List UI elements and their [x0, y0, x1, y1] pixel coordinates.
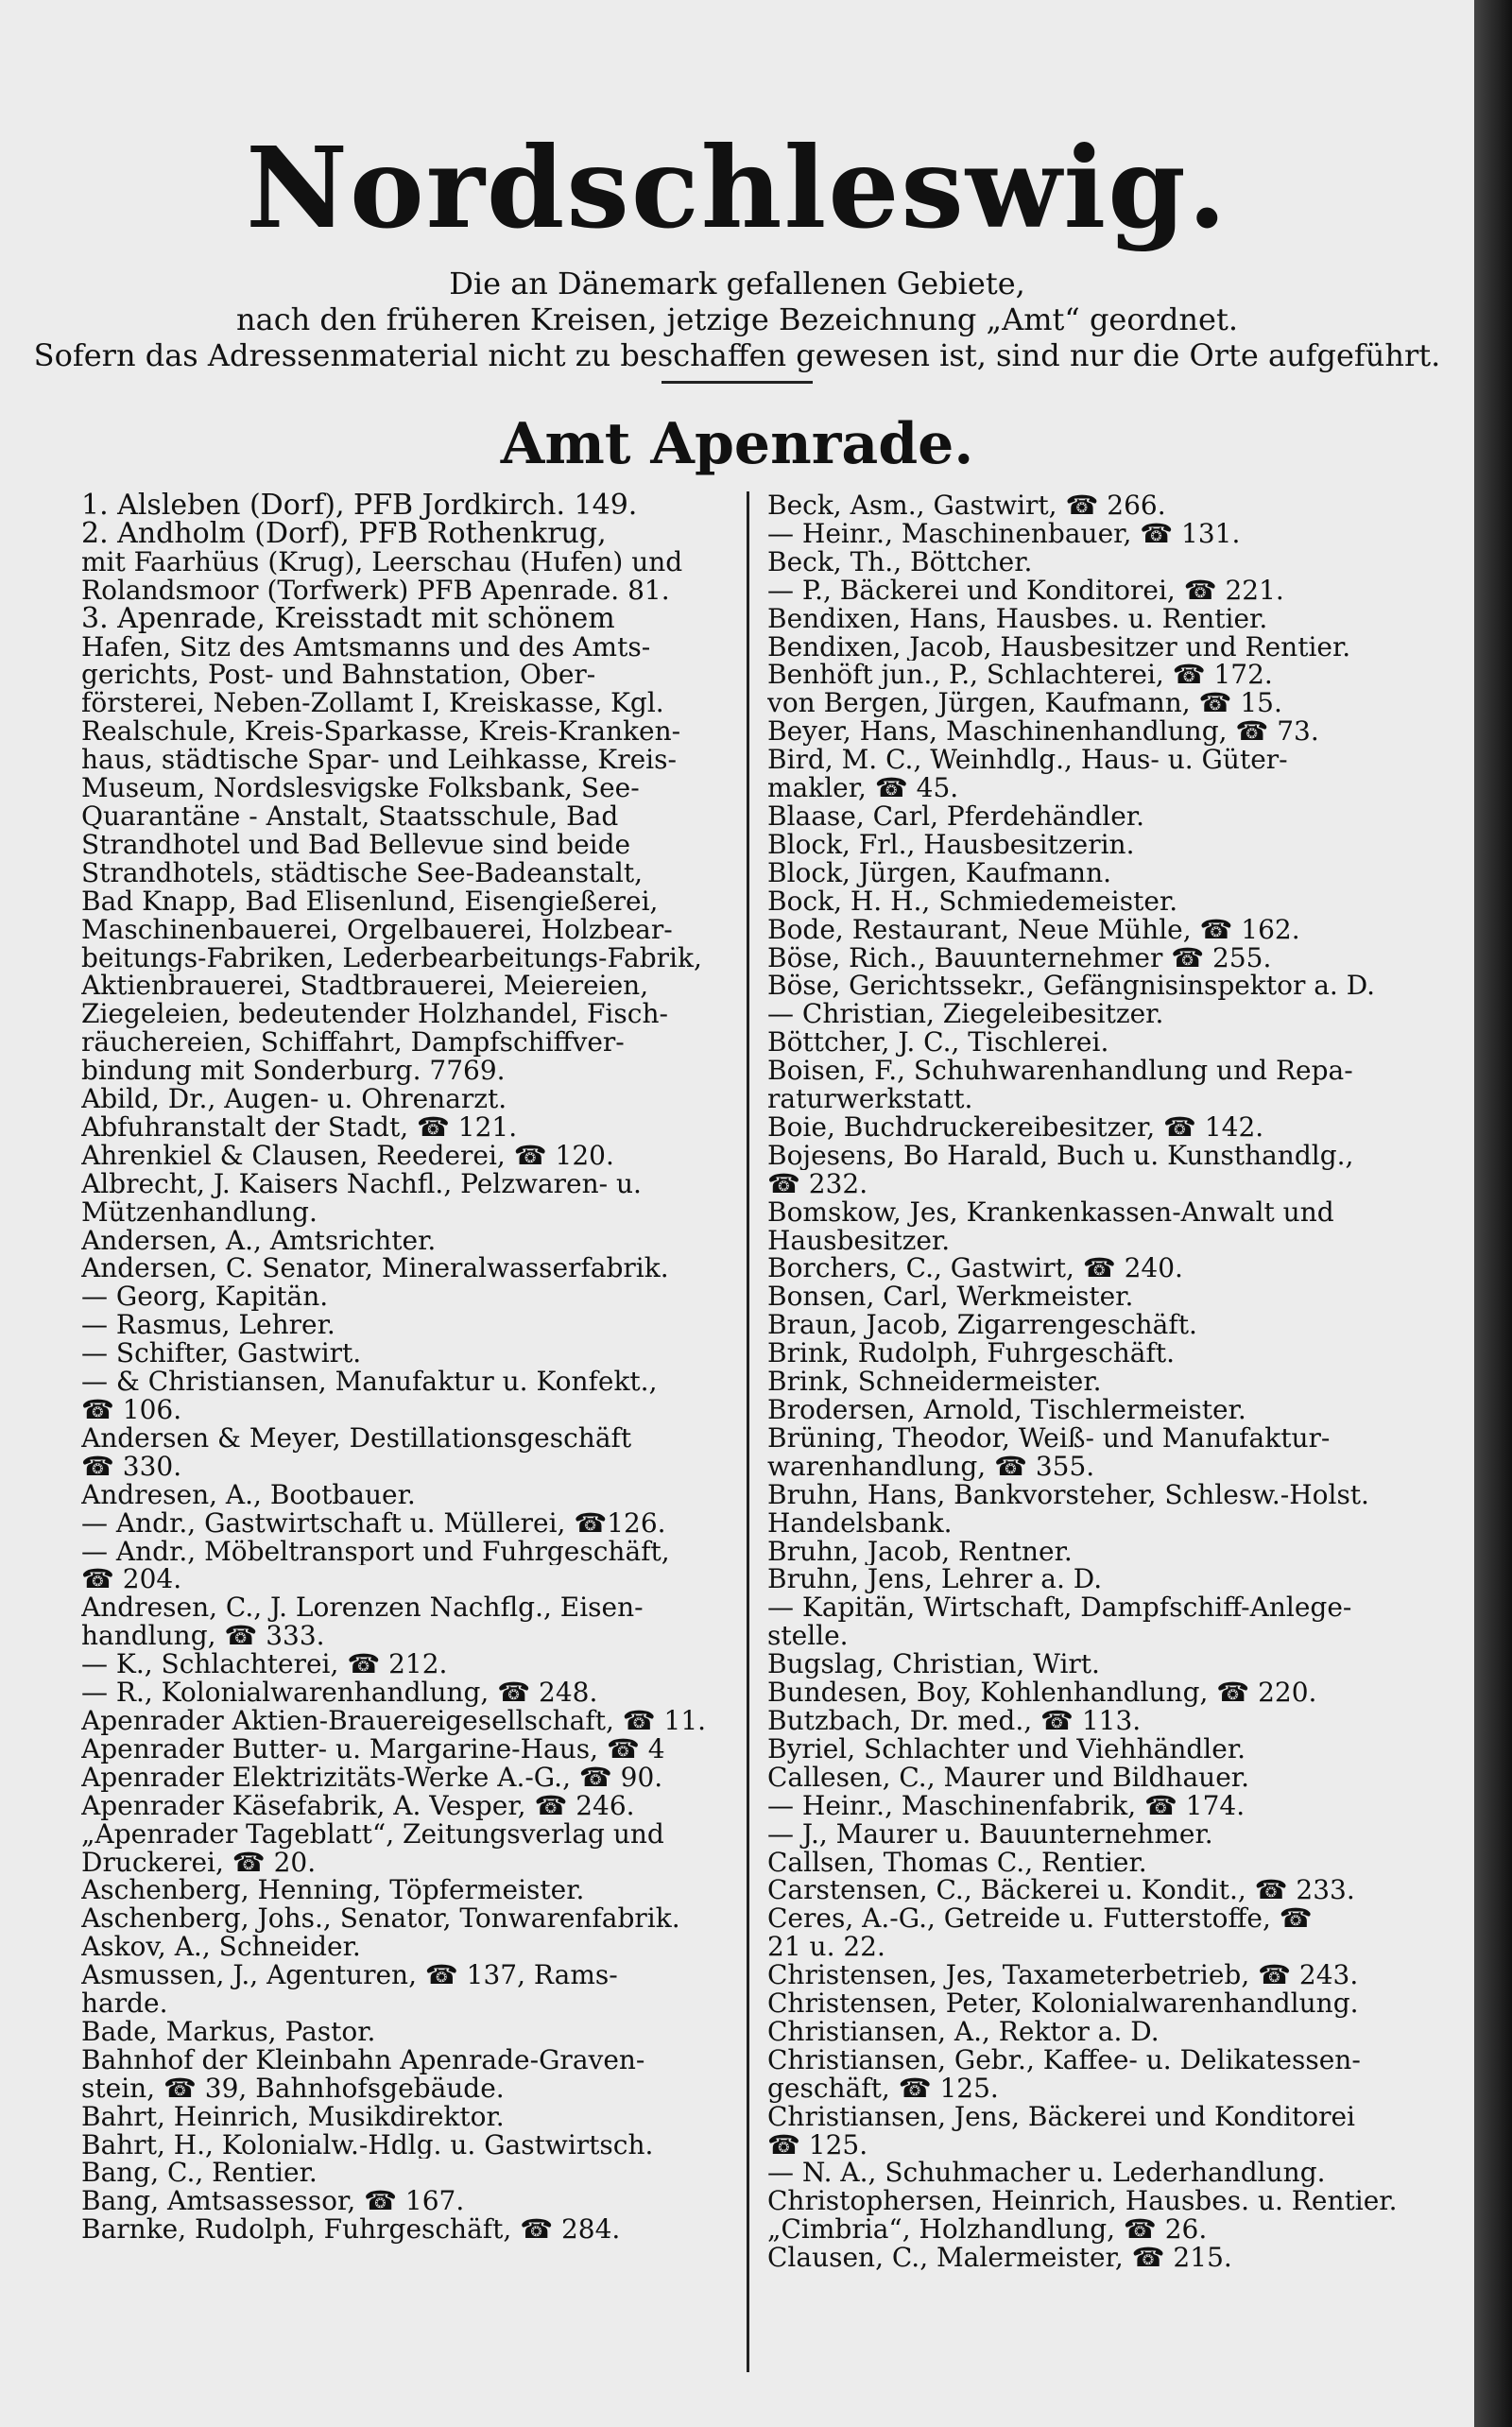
- entry-line: bindung mit Sonderburg. 7769.: [81, 1057, 506, 1086]
- entry-line: — J., Maurer u. Bauunternehmer.: [767, 1819, 1213, 1849]
- entry-line: Apenrader Elektrizitäts-Werke A.-G., ☎ 90.: [81, 1763, 663, 1792]
- entry-line: ☎ 330.: [81, 1452, 182, 1481]
- entry-line: Brink, Schneidermeister.: [767, 1368, 1102, 1396]
- entry-line: Druckerei, ☎ 20.: [81, 1848, 317, 1877]
- page-title: Nordschleswig.: [246, 122, 1228, 253]
- left-column: [81, 491, 720, 2244]
- entry-line: Block, Frl., Hausbesitzerin.: [767, 830, 1135, 859]
- entry-line: Carstensen, C., Bäckerei u. Kondit., ☎ 233.: [767, 1876, 1355, 1905]
- entry-line: Realschule, Kreis-Sparkasse, Kreis-Kranken-: [81, 717, 681, 747]
- entry-line: Bomskow, Jes, Krankenkassen-Anwalt und: [767, 1197, 1334, 1227]
- entry-line: Hausbesitzer.: [767, 1226, 951, 1255]
- entry-line: handlung, ☎ 333.: [81, 1622, 325, 1651]
- entry-line: Brodersen, Arnold, Tischlermeister.: [767, 1396, 1246, 1424]
- entry-line: Aschenberg, Henning, Töpfermeister.: [81, 1876, 585, 1905]
- entry-line: Strandhotels, städtische See-Badeanstalt,: [81, 858, 644, 887]
- entry-line: Christiansen, Gebr., Kaffee- u. Delikatessen-: [767, 2045, 1361, 2074]
- entry-line: 21 u. 22.: [767, 1933, 885, 1962]
- entry-line: Aktienbrauerei, Stadtbrauerei, Meiereien,: [81, 972, 649, 1001]
- entry-line: Brüning, Theodor, Weiß- und Manufaktur-: [767, 1423, 1331, 1453]
- entry-line: Bang, C., Rentier.: [81, 2159, 318, 2188]
- entry-line: Callsen, Thomas C., Rentier.: [767, 1848, 1147, 1877]
- entry-line: stelle.: [767, 1622, 849, 1651]
- entry-line: Block, Jürgen, Kaufmann.: [767, 858, 1112, 887]
- entry-line: Clausen, C., Malermeister, ☎ 215.: [767, 2244, 1232, 2273]
- entry-line: Beck, Th., Böttcher.: [767, 547, 1033, 577]
- entry-line: Rolandsmoor (Torfwerk) PFB Apenrade. 81.: [81, 576, 670, 605]
- entry-line: — Heinr., Maschinenbauer, ☎ 131.: [767, 519, 1241, 548]
- entry-line: Andersen & Meyer, Destillationsgeschäft: [81, 1423, 632, 1453]
- entry-line: Bahrt, H., Kolonialw.-Hdlg. u. Gastwirtsch.: [81, 2130, 654, 2160]
- page-edge-shadow: [1474, 0, 1512, 2427]
- entry-line: — Andr., Gastwirtschaft u. Müllerei, ☎126.: [81, 1508, 666, 1538]
- entry-line: Albrecht, J. Kaisers Nachfl., Pelzwaren- u.: [81, 1169, 642, 1198]
- entry-line: Andersen, C. Senator, Mineralwasserfabrik.: [81, 1254, 669, 1283]
- entry-line: Bang, Amtsassessor, ☎ 167.: [81, 2187, 465, 2216]
- entry-line: Callesen, C., Maurer und Bildhauer.: [767, 1763, 1249, 1792]
- subtitle-line-3: Sofern das Adressenmaterial nicht zu beschaffen gewesen ist, sind nur die Orte aufgeführt.: [33, 337, 1441, 373]
- entry-line: Boisen, F., Schuhwarenhandlung und Repa-: [767, 1057, 1353, 1086]
- entry-line: Handelsbank.: [767, 1508, 953, 1538]
- entry-line: Mützenhandlung.: [81, 1197, 318, 1227]
- entry-line: 3. Apenrade, Kreisstadt mit schönem: [81, 604, 615, 633]
- entry-line: Bugslag, Christian, Wirt.: [767, 1650, 1100, 1679]
- entry-line: försterei, Neben-Zollamt I, Kreiskasse, Kgl.: [81, 689, 664, 718]
- entry-line: Ceres, A.-G., Getreide u. Futterstoffe, ☎: [767, 1904, 1313, 1934]
- entry-line: makler, ☎ 45.: [767, 774, 959, 802]
- entry-line: Maschinenbauerei, Orgelbauerei, Holzbear-: [81, 915, 673, 944]
- entry-line: Askov, A., Schneider.: [81, 1933, 361, 1962]
- entry-line: Bock, H. H., Schmiedemeister.: [767, 886, 1178, 916]
- right-column: [767, 491, 1444, 2272]
- subtitle-line-1: Die an Dänemark gefallenen Gebiete,: [449, 266, 1025, 301]
- entry-line: — Heinr., Maschinenfabrik, ☎ 174.: [767, 1791, 1246, 1820]
- entry-line: Bruhn, Hans, Bankvorsteher, Schlesw.-Holst.: [767, 1480, 1369, 1509]
- entry-line: Strandhotel und Bad Bellevue sind beide: [81, 830, 631, 859]
- entry-line: Benhöft jun., P., Schlachterei, ☎ 172.: [767, 661, 1273, 690]
- entry-line: Bojesens, Bo Harald, Buch u. Kunsthandlg.,: [767, 1141, 1354, 1170]
- entry-line: Bahnhof der Kleinbahn Apenrade-Graven-: [81, 2045, 645, 2074]
- entry-line: „Apenrader Tageblatt“, Zeitungsverlag und: [81, 1819, 664, 1849]
- entry-line: Abfuhranstalt der Stadt, ☎ 121.: [81, 1112, 518, 1142]
- entry-line: Andresen, C., J. Lorenzen Nachflg., Eisen-: [81, 1593, 644, 1623]
- entry-line: Bahrt, Heinrich, Musikdirektor.: [81, 2102, 505, 2131]
- entry-line: Christophersen, Heinrich, Hausbes. u. Rentier.: [767, 2187, 1398, 2216]
- title-divider: [662, 381, 813, 384]
- entry-line: — N. A., Schuhmacher u. Lederhandlung.: [767, 2159, 1326, 2188]
- entry-line: — R., Kolonialwarenhandlung, ☎ 248.: [81, 1678, 598, 1707]
- entry-line: — Kapitän, Wirtschaft, Dampfschiff-Anlege-: [767, 1593, 1352, 1623]
- entry-line: — Rasmus, Lehrer.: [81, 1311, 335, 1340]
- entry-line: Böse, Rich., Bauunternehmer ☎ 255.: [767, 943, 1272, 973]
- entry-line: Beyer, Hans, Maschinenhandlung, ☎ 73.: [767, 717, 1319, 747]
- entry-line: Apenrader Aktien-Brauereigesellschaft, ☎ 11.: [81, 1706, 707, 1735]
- entry-line: Christensen, Jes, Taxameterbetrieb, ☎ 243.: [767, 1961, 1359, 1990]
- entry-line: Andresen, A., Bootbauer.: [81, 1480, 416, 1509]
- entry-line: Andersen, A., Amtsrichter.: [81, 1226, 437, 1255]
- entry-line: Apenrader Butter- u. Margarine-Haus, ☎ 4: [81, 1734, 665, 1764]
- entry-line: von Bergen, Jürgen, Kaufmann, ☎ 15.: [767, 689, 1282, 718]
- entry-line: — Christian, Ziegeleibesitzer.: [767, 1000, 1164, 1029]
- entry-line: Museum, Nordslesvigske Folksbank, See-: [81, 774, 640, 802]
- entry-line: „Cimbria“, Holzhandlung, ☎ 26.: [767, 2215, 1208, 2245]
- entry-line: — P., Bäckerei und Konditorei, ☎ 221.: [767, 576, 1284, 605]
- entry-line: Beck, Asm., Gastwirt, ☎ 266.: [767, 491, 1166, 520]
- column-divider: [747, 491, 749, 2372]
- entry-line: ☎ 106.: [81, 1396, 182, 1424]
- entry-line: — Georg, Kapitän.: [81, 1282, 329, 1312]
- entry-line: Braun, Jacob, Zigarrengeschäft.: [767, 1311, 1197, 1340]
- entry-line: — Andr., Möbeltransport und Fuhrgeschäft,: [81, 1537, 670, 1566]
- entry-line: warenhandlung, ☎ 355.: [767, 1452, 1095, 1481]
- entry-line: stein, ☎ 39, Bahnhofsgebäude.: [81, 2074, 505, 2103]
- entry-line: Barnke, Rudolph, Fuhrgeschäft, ☎ 284.: [81, 2215, 621, 2245]
- entry-line: Bendixen, Jacob, Hausbesitzer und Rentier.: [767, 632, 1351, 662]
- entry-line: — K., Schlachterei, ☎ 212.: [81, 1650, 448, 1679]
- entry-line: ☎ 125.: [767, 2130, 868, 2160]
- entry-line: Butzbach, Dr. med., ☎ 113.: [767, 1706, 1142, 1735]
- entry-line: gerichts, Post- und Bahnstation, Ober-: [81, 661, 596, 690]
- entry-line: haus, städtische Spar- und Leihkasse, Kreis-: [81, 746, 677, 775]
- entry-line: 1. Alsleben (Dorf), PFB Jordkirch. 149.: [81, 491, 638, 520]
- entry-line: Aschenberg, Johs., Senator, Tonwarenfabrik.: [81, 1904, 680, 1934]
- entry-line: Boie, Buchdruckereibesitzer, ☎ 142.: [767, 1112, 1264, 1142]
- entry-line: Bad Knapp, Bad Elisenlund, Eisengießerei,: [81, 886, 659, 916]
- entry-line: Byriel, Schlachter und Viehhändler.: [767, 1734, 1246, 1764]
- entry-line: Bundesen, Boy, Kohlenhandlung, ☎ 220.: [767, 1678, 1317, 1707]
- entry-line: beitungs-Fabriken, Lederbearbeitungs-Fabrik,: [81, 943, 702, 973]
- entry-line: räuchereien, Schiffahrt, Dampfschiffver-: [81, 1028, 625, 1058]
- entry-line: Abild, Dr., Augen- u. Ohrenarzt.: [81, 1085, 507, 1113]
- entry-line: geschäft, ☎ 125.: [767, 2074, 999, 2103]
- subtitle-line-2: nach den früheren Kreisen, jetzige Bezeichnung „Amt“ geordnet.: [236, 301, 1238, 337]
- entry-line: raturwerkstatt.: [767, 1085, 973, 1113]
- entry-line: harde.: [81, 1989, 168, 2018]
- entry-line: Bade, Markus, Pastor.: [81, 2017, 376, 2046]
- entry-line: — Schifter, Gastwirt.: [81, 1339, 362, 1368]
- entry-line: Blaase, Carl, Pferdehändler.: [767, 801, 1144, 831]
- entry-line: Brink, Rudolph, Fuhrgeschäft.: [767, 1339, 1175, 1368]
- entry-line: ☎ 204.: [81, 1565, 182, 1594]
- entry-line: Bird, M. C., Weinhdlg., Haus- u. Güter-: [767, 746, 1288, 775]
- entry-line: Bruhn, Jacob, Rentner.: [767, 1537, 1073, 1566]
- entry-line: Borchers, C., Gastwirt, ☎ 240.: [767, 1254, 1183, 1283]
- entry-line: Böse, Gerichtssekr., Gefängnisinspektor a. D.: [767, 972, 1376, 1001]
- entry-line: Apenrader Käsefabrik, A. Vesper, ☎ 246.: [81, 1791, 635, 1820]
- entry-line: Asmussen, J., Agenturen, ☎ 137, Rams-: [81, 1961, 618, 1990]
- entry-line: mit Faarhüus (Krug), Leerschau (Hufen) und: [81, 547, 683, 577]
- entry-line: Christiansen, A., Rektor a. D.: [767, 2017, 1160, 2046]
- entry-line: Christiansen, Jens, Bäckerei und Konditorei: [767, 2102, 1356, 2131]
- entry-line: Ziegeleien, bedeutender Holzhandel, Fisch-: [81, 1000, 668, 1029]
- entry-line: Ahrenkiel & Clausen, Reederei, ☎ 120.: [81, 1141, 614, 1170]
- entry-line: Bonsen, Carl, Werkmeister.: [767, 1282, 1134, 1312]
- entry-line: Bode, Restaurant, Neue Mühle, ☎ 162.: [767, 915, 1300, 944]
- entry-line: Hafen, Sitz des Amtsmanns und des Amts-: [81, 632, 651, 662]
- entry-line: Quarantäne - Anstalt, Staatsschule, Bad: [81, 801, 619, 831]
- entry-line: Böttcher, J. C., Tischlerei.: [767, 1028, 1109, 1058]
- entry-line: 2. Andholm (Dorf), PFB Rothenkrug,: [81, 519, 607, 548]
- entry-line: Christensen, Peter, Kolonialwarenhandlung.: [767, 1989, 1359, 2018]
- section-heading: Amt Apenrade.: [500, 411, 974, 477]
- entry-line: Bruhn, Jens, Lehrer a. D.: [767, 1565, 1103, 1594]
- entry-line: Bendixen, Hans, Hausbes. u. Rentier.: [767, 604, 1268, 633]
- entry-line: ☎ 232.: [767, 1169, 868, 1198]
- entry-line: — & Christiansen, Manufaktur u. Konfekt.,: [81, 1368, 658, 1396]
